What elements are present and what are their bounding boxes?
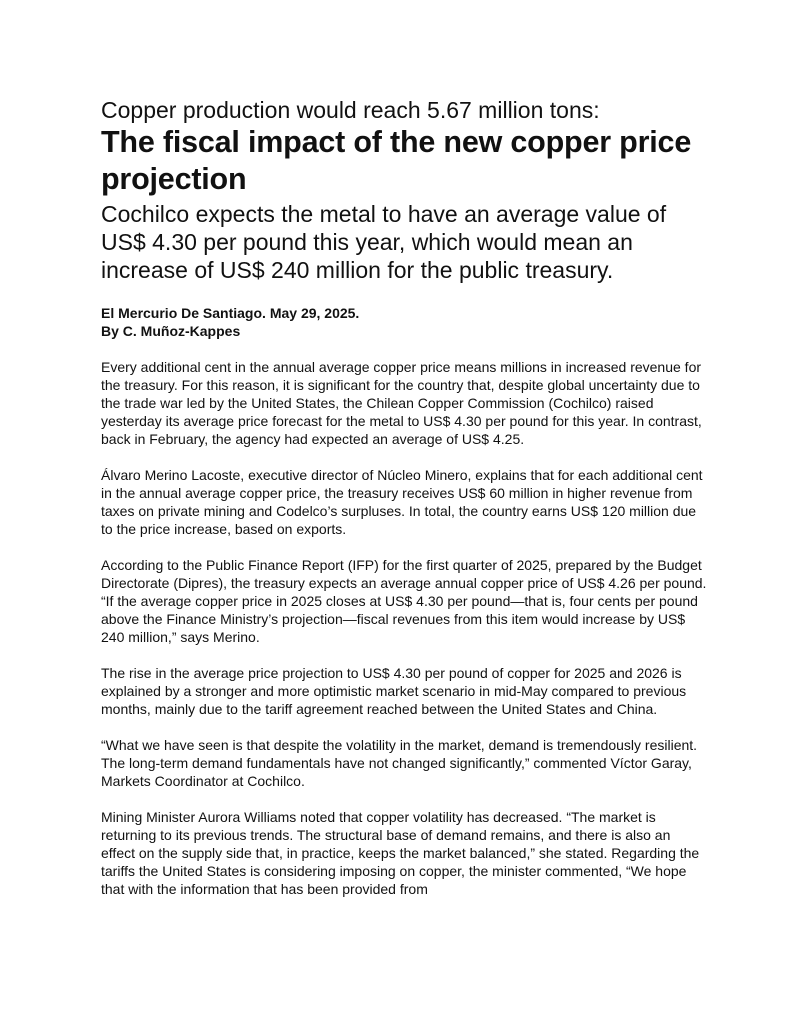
article-body	[101, 358, 707, 898]
paragraph: “What we have seen is that despite the volatility in the market, demand is tremendously resilient. The long-term demand fundamentals have not changed significantly,” commented Víctor Garay, Markets Coordinator at Cochilco.	[101, 737, 698, 789]
paragraph: Every additional cent in the annual average copper price means millions in increased revenue for the treasury. For this reason, it is significant for the country that, despite global uncertainty due to the trade war led by the United States, the Chilean Copper Commission (Cochilco) raised yesterday its average price forecast for the metal to US$ 4.30 per pound for this year. In contrast, back in February, the agency had expected an average of US$ 4.25.	[101, 359, 702, 447]
article-subhead: Cochilco expects the metal to have an average value of US$ 4.30 per pound this year, which would mean an increase of US$ 240 million for the public treasury.	[101, 201, 667, 283]
article-kicker: Copper production would reach 5.67 million tons:	[101, 97, 600, 123]
author-line: By C. Muñoz-Kappes	[101, 323, 241, 339]
article	[101, 96, 707, 916]
article-headline: The fiscal impact of the new copper price projection	[101, 125, 692, 196]
paragraph: Mining Minister Aurora Williams noted that copper volatility has decreased. “The market is returning to its previous trends. The structural base of demand remains, and there is also an effect on the supply side that, in practice, keeps the market balanced,” she stated. Regarding the tariffs the United States is considering imposing on copper, the minister commented, “We hope that with the information that has been provided from	[101, 809, 700, 897]
paragraph: The rise in the average price projection to US$ 4.30 per pound of copper for 2025 and 2026 is explained by a stronger and more optimistic market scenario in mid-May compared to previous months, mainly due to the tariff agreement reached between the United States and China.	[101, 665, 687, 717]
paragraph: Álvaro Merino Lacoste, executive director of Núcleo Minero, explains that for each additional cent in the annual average copper price, the treasury receives US$ 60 million in higher revenue from taxes on private mining and Codelco’s surpluses. In total, the country earns US$ 120 million due to the price increase, based on exports.	[101, 467, 703, 537]
byline	[101, 304, 707, 340]
paragraph: According to the Public Finance Report (IFP) for the first quarter of 2025, prepared by the Budget Directorate (Dipres), the treasury expects an average annual copper price of US$ 4.26 per pound. “If the average copper price in 2025 closes at US$ 4.30 per pound—that is, four cents per pound above the Finance Ministry’s projection—fiscal revenues from this item would increase by US$ 240 million,” says Merino.	[101, 557, 707, 645]
source-line: El Mercurio De Santiago. May 29, 2025.	[101, 305, 360, 321]
